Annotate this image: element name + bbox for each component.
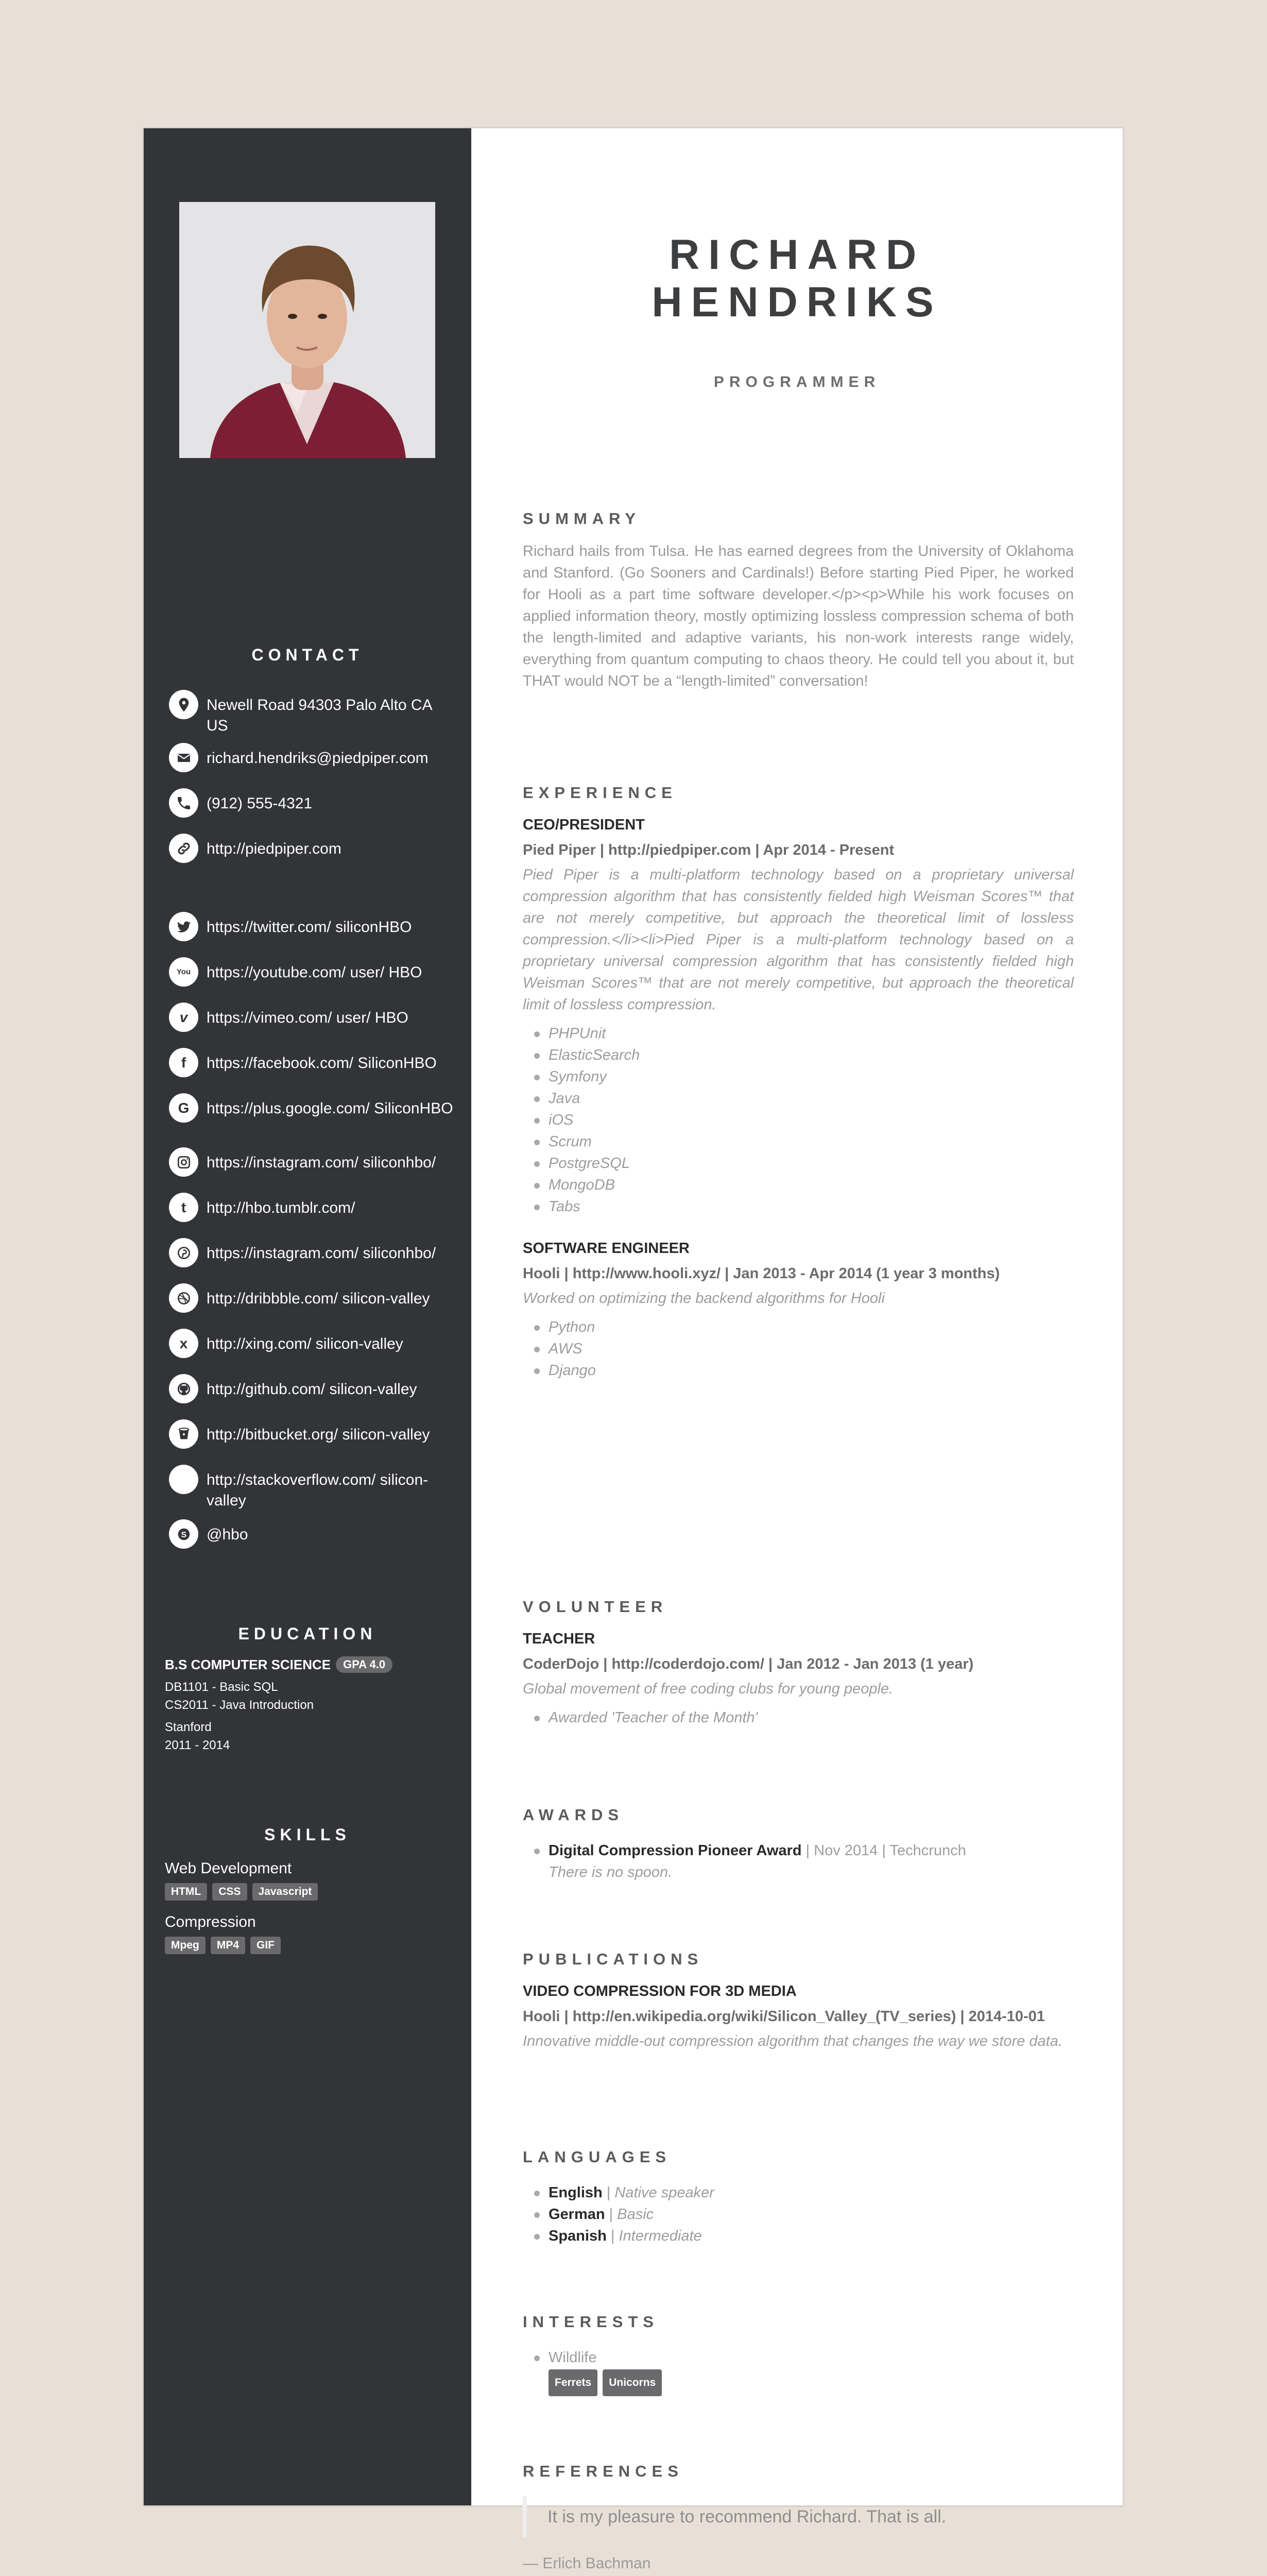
interest-tags xyxy=(549,2369,1074,2396)
contact-email-text[interactable]: richard.hendriks@piedpiper.com xyxy=(207,750,429,767)
social-skype[interactable] xyxy=(169,1519,457,1549)
tumblr-icon: t xyxy=(169,1193,198,1222)
skill-tag: Javascript xyxy=(252,1883,318,1901)
job-role: CEO/PRESIDENT xyxy=(523,817,645,833)
award-description: There is no spoon. xyxy=(549,1864,673,1880)
summary-text: Richard hails from Tulsa. He has earned degrees from the University of Oklahoma and Stanford. (Go Sooners and Cardinals!) Before starting Pied Piper, he worked for Hooli as a part time software developer.</p><p>While his work focuses on applied information theory, mostly optimizing lossless compression schema of both the length-limited and adaptive variants, his non-work interests range widely, everything from quantum computing to chaos theory. He could tell you about it, but THAT would NOT be a “length-limited” conversation! xyxy=(523,543,1074,689)
skill-tags xyxy=(165,1937,453,1954)
language-level: Intermediate xyxy=(619,2228,702,2244)
social-bitbucket-text[interactable]: http://bitbucket.org/ silicon-valley xyxy=(207,1426,430,1443)
language-level: Native speaker xyxy=(614,2184,714,2201)
social-xing[interactable] xyxy=(169,1329,457,1358)
avatar xyxy=(179,202,435,458)
skill-tag: GIF xyxy=(250,1937,281,1954)
interests-section xyxy=(523,2313,1074,2396)
social-pinterest-text[interactable]: https://instagram.com/ siliconhbo/ xyxy=(207,1245,436,1262)
job-skills-list xyxy=(549,1316,1074,1381)
language-name: Spanish xyxy=(549,2228,607,2244)
job-skills-list xyxy=(549,1023,1074,1217)
interests-heading: INTERESTS xyxy=(523,2313,659,2331)
phone-icon xyxy=(169,788,198,818)
list-item: Django xyxy=(549,1360,1074,1381)
list-item: iOS xyxy=(549,1109,1074,1131)
volunteer-heading: VOLUNTEER xyxy=(523,1598,668,1616)
award-meta: | Nov 2014 | Techcrunch xyxy=(801,1842,966,1859)
publications-heading: PUBLICATIONS xyxy=(523,1950,704,1968)
social-twitter[interactable] xyxy=(169,912,457,941)
reference-quote: It is my pleasure to recommend Richard. That is all. xyxy=(523,2496,1074,2537)
contact-website-text[interactable]: http://piedpiper.com xyxy=(207,840,341,857)
education-dates: 2011 - 2014 xyxy=(165,1738,230,1752)
language-level: Basic xyxy=(617,2206,654,2223)
course-item: DB1101 - Basic SQL xyxy=(165,1680,278,1694)
social-google-plus[interactable] xyxy=(169,1093,457,1123)
degree-name: B.S COMPUTER SCIENCE xyxy=(165,1656,331,1672)
language-item: Spanish | Intermediate xyxy=(549,2225,1074,2247)
interests-list xyxy=(549,2347,1074,2396)
pinterest-icon xyxy=(169,1238,198,1267)
volunteer-section xyxy=(523,1598,1074,1728)
reference-author: — Erlich Bachman xyxy=(523,2555,651,2572)
list-item: PHPUnit xyxy=(549,1023,1074,1044)
name-line-first: RICHARD xyxy=(669,231,926,278)
references-heading: REFERENCES xyxy=(523,2462,683,2480)
envelope-icon xyxy=(169,743,198,772)
contact-heading: CONTACT xyxy=(251,646,364,664)
language-item: English | Native speaker xyxy=(549,2182,1074,2204)
skill-group xyxy=(165,1858,453,1901)
volunteer-role: TEACHER xyxy=(523,1631,595,1647)
interest-tag: Ferrets xyxy=(549,2369,597,2396)
social-xing-text[interactable]: http://xing.com/ silicon-valley xyxy=(207,1335,403,1352)
interest-name: Wildlife xyxy=(549,2349,597,2366)
awards-section xyxy=(523,1806,1074,1883)
job-company-line: Hooli | http://www.hooli.xyz/ | Jan 2013 - Apr 2014 (1 year 3 months) xyxy=(523,1265,1000,1282)
social-instagram-text[interactable]: https://instagram.com/ siliconhbo/ xyxy=(207,1154,436,1171)
twitter-icon xyxy=(169,912,198,941)
contact-address xyxy=(169,690,457,736)
social-dribbble-text[interactable]: http://dribbble.com/ silicon-valley xyxy=(207,1290,430,1307)
volunteer-list xyxy=(549,1707,1074,1728)
stackoverflow-icon xyxy=(169,1465,198,1494)
education-heading: EDUCATION xyxy=(238,1624,377,1643)
social-skype-text[interactable]: @hbo xyxy=(207,1526,248,1543)
school-name: Stanford xyxy=(165,1720,212,1734)
resume-page xyxy=(142,127,1124,2572)
social-facebook[interactable] xyxy=(169,1048,457,1077)
bitbucket-icon xyxy=(169,1419,198,1449)
publication-source-line: Hooli | http://en.wikipedia.org/wiki/Silicon_Valley_(TV_series) | 2014-10-01 xyxy=(523,2008,1045,2025)
svg-text:S: S xyxy=(181,1530,186,1539)
volunteer-description: Global movement of free coding clubs for young people. xyxy=(523,1681,893,1697)
list-item: ElasticSearch xyxy=(549,1044,1074,1066)
list-item: Scrum xyxy=(549,1131,1074,1153)
person-title: PROGRAMMER xyxy=(713,374,881,391)
social-tumblr-text[interactable]: http://hbo.tumblr.com/ xyxy=(207,1199,355,1216)
course-item: CS2011 - Java Introduction xyxy=(165,1698,314,1712)
experience-heading: EXPERIENCE xyxy=(523,784,677,802)
gpa-badge: GPA 4.0 xyxy=(336,1656,392,1673)
education-degree xyxy=(165,1656,453,1673)
volunteer-org-line: CoderDojo | http://coderdojo.com/ | Jan 2012 - Jan 2013 (1 year) xyxy=(523,1656,974,1672)
list-item: PostgreSQL xyxy=(549,1153,1074,1174)
skill-tag: CSS xyxy=(212,1883,247,1901)
skill-group xyxy=(165,1912,453,1954)
list-item: Java xyxy=(549,1088,1074,1109)
youtube-icon: You xyxy=(169,957,198,987)
language-name: German xyxy=(549,2206,605,2223)
social-facebook-text[interactable]: https://facebook.com/ SiliconHBO xyxy=(207,1055,437,1072)
education-entry xyxy=(165,1656,453,1754)
summary-heading: SUMMARY xyxy=(523,510,641,528)
job-role: SOFTWARE ENGINEER xyxy=(523,1240,690,1257)
award-title: Digital Compression Pioneer Award xyxy=(549,1842,802,1859)
publications-section xyxy=(523,1950,1074,2052)
list-item: Symfony xyxy=(549,1066,1074,1088)
languages-heading: LANGUAGES xyxy=(523,2148,672,2166)
languages-section xyxy=(523,2148,1074,2247)
social-bitbucket[interactable] xyxy=(169,1419,457,1449)
instagram-icon xyxy=(169,1147,198,1177)
publication-title: VIDEO COMPRESSION FOR 3D MEDIA xyxy=(523,1983,797,1999)
skill-tag: Mpeg xyxy=(165,1937,206,1954)
job-description: Worked on optimizing the backend algorithms for Hooli xyxy=(523,1290,885,1307)
google-plus-icon: G xyxy=(169,1093,198,1123)
languages-list xyxy=(549,2182,1074,2247)
language-name: English xyxy=(549,2184,603,2201)
skills-heading: SKILLS xyxy=(264,1825,351,1844)
contact-website[interactable] xyxy=(169,834,457,863)
awards-list xyxy=(549,1840,1074,1883)
social-instagram[interactable] xyxy=(169,1147,457,1177)
skill-tags xyxy=(165,1883,453,1901)
social-github[interactable] xyxy=(169,1374,457,1403)
contact-address-text: Newell Road 94303 Palo Alto CA US xyxy=(207,697,432,734)
social-dribbble[interactable] xyxy=(169,1283,457,1313)
contact-phone[interactable] xyxy=(169,788,457,818)
job-description: Pied Piper is a multi-platform technology based on a proprietary universal compression algorithm that has consistently fielded high Weisman Scores™ that are not merely competitive, but approach the theoretical limit of lossless compression.</li><li>Pied Piper is a multi-platform technology based on a proprietary universal compression algorithm that has consistently fielded high Weisman Scores™ that are not merely competitive, but approach the theoretical limit of lossless compression. xyxy=(523,867,1074,1013)
social-youtube-text[interactable]: https://youtube.com/ user/ HBO xyxy=(207,964,422,981)
skype-icon xyxy=(169,1519,198,1549)
github-icon xyxy=(169,1374,198,1403)
skill-tag: MP4 xyxy=(211,1937,245,1954)
interest-item xyxy=(549,2347,1074,2396)
profile-photo xyxy=(179,202,435,458)
list-item: Awarded 'Teacher of the Month' xyxy=(549,1707,1074,1728)
social-tumblr[interactable] xyxy=(169,1193,457,1222)
social-pinterest[interactable] xyxy=(169,1238,457,1267)
list-item: MongoDB xyxy=(549,1174,1074,1196)
references-section xyxy=(523,2462,1074,2572)
vimeo-icon: v xyxy=(169,1003,198,1032)
list-item: Python xyxy=(549,1316,1074,1338)
language-item: German | Basic xyxy=(549,2204,1074,2225)
contact-email[interactable] xyxy=(169,743,457,772)
awards-heading: AWARDS xyxy=(523,1806,624,1824)
social-stackoverflow-text[interactable]: http://stackoverflow.com/ silicon-valley xyxy=(207,1471,429,1509)
social-youtube[interactable] xyxy=(169,957,457,987)
list-item: AWS xyxy=(549,1338,1074,1360)
job-company-line: Pied Piper | http://piedpiper.com | Apr 2014 - Present xyxy=(523,842,894,858)
facebook-icon: f xyxy=(169,1048,198,1077)
dribbble-icon xyxy=(169,1283,198,1313)
social-twitter-text[interactable]: https://twitter.com/ siliconHBO xyxy=(207,919,412,936)
award-item xyxy=(549,1840,1074,1883)
sidebar xyxy=(144,128,471,2505)
contact-phone-text[interactable]: (912) 555-4321 xyxy=(207,795,313,812)
skill-group-name: Compression xyxy=(165,1913,256,1930)
name-line-last: HENDRIKS xyxy=(652,279,943,326)
xing-icon: x xyxy=(169,1329,198,1358)
social-github-text[interactable]: http://github.com/ silicon-valley xyxy=(207,1381,417,1398)
publication-description: Innovative middle-out compression algorithm that changes the way we store data. xyxy=(523,2033,1063,2049)
social-vimeo[interactable] xyxy=(169,1003,457,1032)
social-vimeo-text[interactable]: https://vimeo.com/ user/ HBO xyxy=(207,1009,408,1026)
interest-tag: Unicorns xyxy=(603,2369,662,2396)
main-content xyxy=(471,128,1123,2572)
location-pin-icon xyxy=(169,690,198,719)
social-stackoverflow[interactable] xyxy=(169,1465,457,1511)
skill-tag: HTML xyxy=(165,1883,207,1901)
experience-section xyxy=(523,784,1074,1381)
list-item: Tabs xyxy=(549,1196,1074,1217)
skill-group-name: Web Development xyxy=(165,1860,292,1877)
summary-section xyxy=(523,510,1074,692)
person-name xyxy=(471,231,1123,326)
link-icon xyxy=(169,834,198,863)
social-google-plus-text[interactable]: https://plus.google.com/ SiliconHBO xyxy=(207,1100,453,1117)
